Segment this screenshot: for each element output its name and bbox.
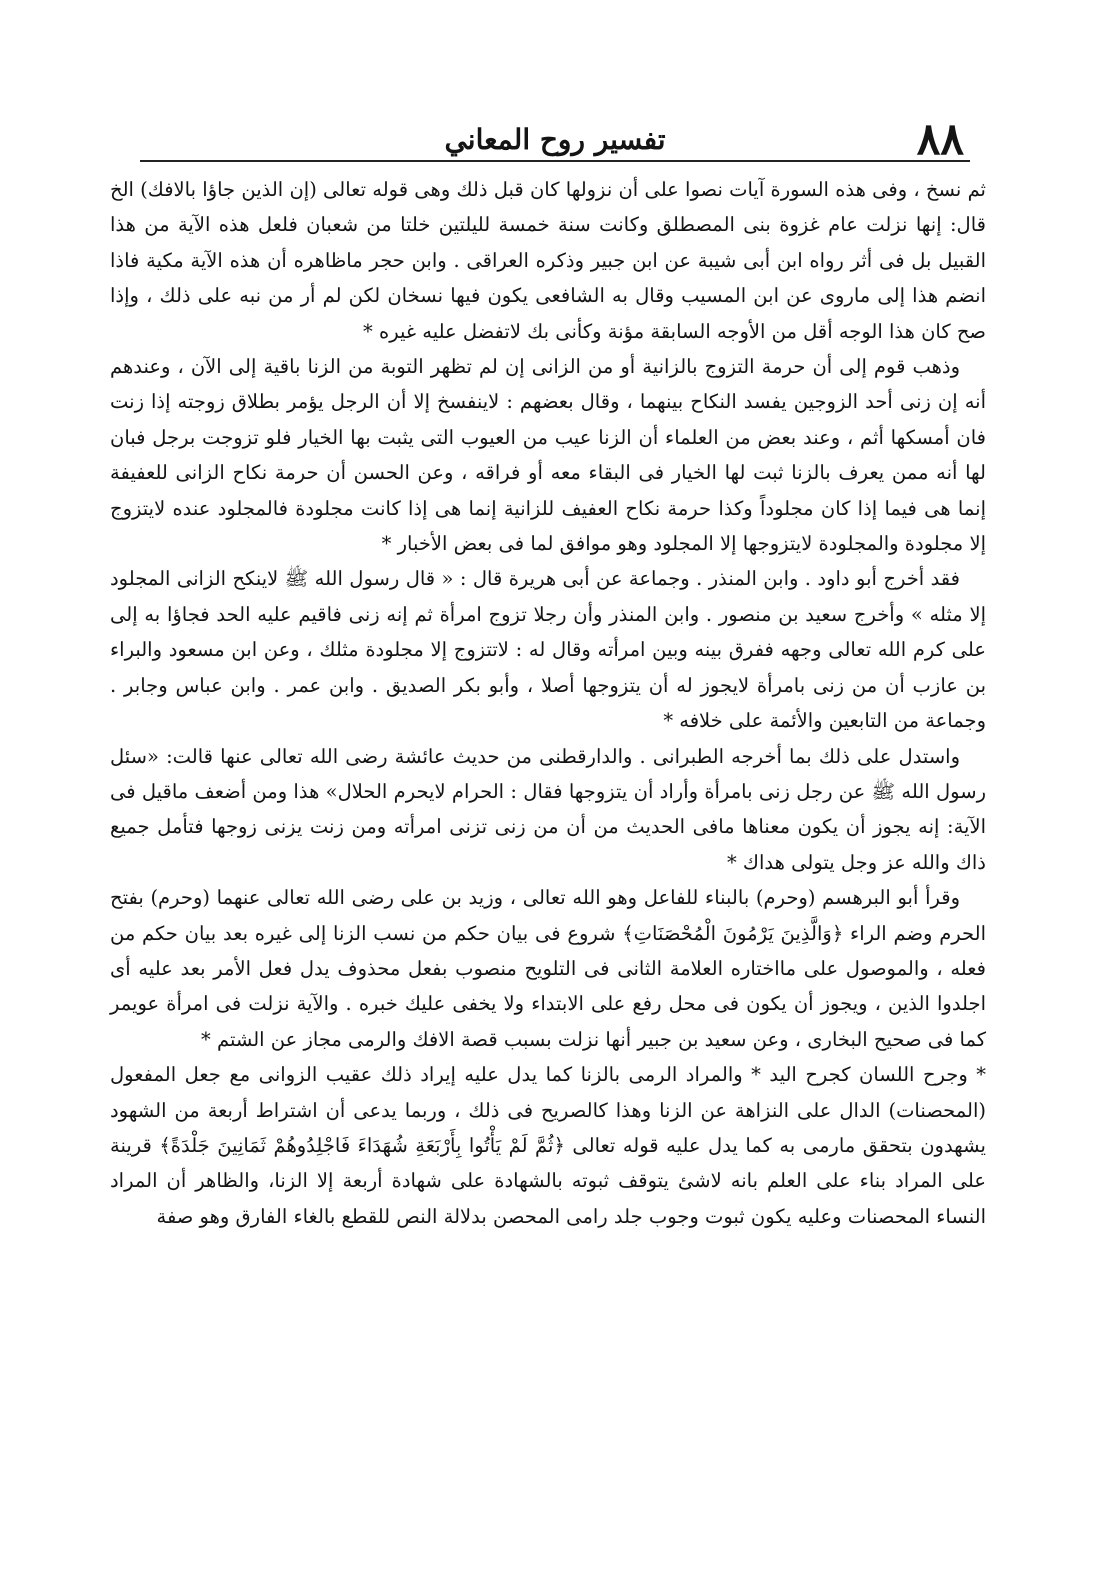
paragraph: وذهب قوم إلى أن حرمة التزوج بالزانية أو من الزانى إن لم تظهر التوبة من الزنا باقية إلى الآن ، وعندهم أنه إن زنى أحد الزوجين يفسد النكاح بينهما ، وقال بعضهم : لاينفسخ إلا أن الرجل يؤمر بطلاق زوجته إذا زنت فان أمسكها أثم ، وعند بعض من العلماء أن الزنا عيب من العيوب التى يثبت بها الخيار فلو تزوجت برجل فبان لها أنه ممن يعرف بالزنا ثبت لها الخيار فى البقاء معه أو فراقه ، وعن الحسن أن حرمة نكاح الزانى للعفيفة إنما هى فيما إذا كان مجلوداً وكذا حرمة نكاح العفيف للزانية إنما هى إذا كانت مجلودة فالمجلود عنده لايتزوج إلا مجلودة والمجلودة لايتزوجها إلا المجلود وهو موافق لما فى بعض الأخبار * [110,355,986,556]
paragraph: * وجرح اللسان كجرح اليد * والمراد الرمى بالزنا كما يدل عليه إيراد ذلك عقيب الزوانى مع جعل المفعول (المحصنات) الدال على النزاهة عن الزنا وهذا كالصريح فى ذلك ، وربما يدعى أن اشتراط أربعة من الشهود يشهدون بتحقق مارمى به كما يدل عليه قوله تعالى ﴿ثُمَّ لَمْ يَأْتُوا بِأَرْبَعَةِ شُهَدَاءَ فَاجْلِدُوهُمْ ثَمَانِينَ جَلْدَةً﴾ قرينة على المراد بناء على العلم بانه لاشئ يتوقف ثبوته بالشهادة على شهادة أربعة إلا الزنا، والظاهر أن المراد النساء المحصنات وعليه يكون ثبوت وجوب جلد رامى المحصن بدلالة النص للقطع بالغاء الفارق وهو صفة [110,1063,986,1228]
running-title: تفسير روح المعاني [444,123,666,156]
paragraph: ثم نسخ ، وفى هذه السورة آيات نصوا على أن نزولها كان قبل ذلك وهى قوله تعالى (إن الذين جاؤا بالافك) الخ قال: إنها نزلت عام غزوة بنى المصطلق وكانت سنة خمسة لليلتين خلتا من شعبان فلعل هذه الآية من هذا القبيل بل فى أثر رواه ابن أبى شيبة عن ابن جبير وذكره العراقى . وابن حجر ماظاهره أن هذه الآية مكية فاذا انضم هذا إلى ماروى عن ابن المسيب وقال به الشافعى يكون فيها نسخان لكن لم أر من نبه على ذلك ، وإذا صح كان هذا الوجه أقل من الأوجه السابقة مؤنة وكأنى بك لاتفضل عليه غيره * [110,178,986,343]
paragraph: فقد أخرج أبو داود . وابن المنذر . وجماعة عن أبى هريرة قال : « قال رسول الله ﷺ لاينكح الزانى المجلود إلا مثله » وأخرج سعيد بن منصور . وابن المنذر وأن رجلا تزوج امرأة ثم إنه زنى فاقيم عليه الحد فجاؤا به إلى على كرم الله تعالى وجهه ففرق بينه وبين امرأته وقال له : لاتتزوج إلا مجلودة مثلك ، وعن ابن مسعود والبراء بن عازب أن من زنى بامرأة لايجوز له أن يتزوجها أصلا ، وأبو بكر الصديق . وابن عمر . وابن عباس وجابر . وجماعة من التابعين والأئمة على خلافه * [110,567,986,733]
page-number: ٨٨ [916,114,964,165]
body-text [110,172,986,1234]
paragraph: وقرأ أبو البرهسم (وحرم) بالبناء للفاعل وهو الله تعالى ، وزيد بن على رضى الله تعالى عنهما (وحرم) بفتح الحرم وضم الراء ﴿وَالَّذِينَ يَرْمُونَ الْمُحْصَنَاتِ﴾ شروع فى بيان حكم من نسب الزنا إلى غيره بعد بيان حكم من فعله ، والموصول على مااختاره العلامة الثانى فى التلويح منصوب بفعل محذوف يدل فعل الأمر بعد عليه أى اجلدوا الذين ، ويجوز أن يكون فى محل رفع على الابتداء ولا يخفى عليك خبره . والآية نزلت فى امرأة عويمر كما فى صحيح البخارى ، وعن سعيد بن جبير أنها نزلت بسبب قصة الافك والرمى مجاز عن الشتم * [110,886,986,1051]
header-rule [140,160,970,162]
paragraph: واستدل على ذلك بما أخرجه الطبرانى . والدارقطنى من حديث عائشة رضى الله تعالى عنها قالت: «سئل رسول الله ﷺ عن رجل زنى بامرأة وأراد أن يتزوجها فقال : الحرام لايحرم الحلال» هذا ومن أضعف ماقيل فى الآية: إنه يجوز أن يكون معناها مافى الحديث من أن من زنى تزنى امرأته ومن زنت يزنى زوجها فتأمل جميع ذاك والله عز وجل يتولى هداك * [110,744,986,874]
page-header [140,114,970,165]
